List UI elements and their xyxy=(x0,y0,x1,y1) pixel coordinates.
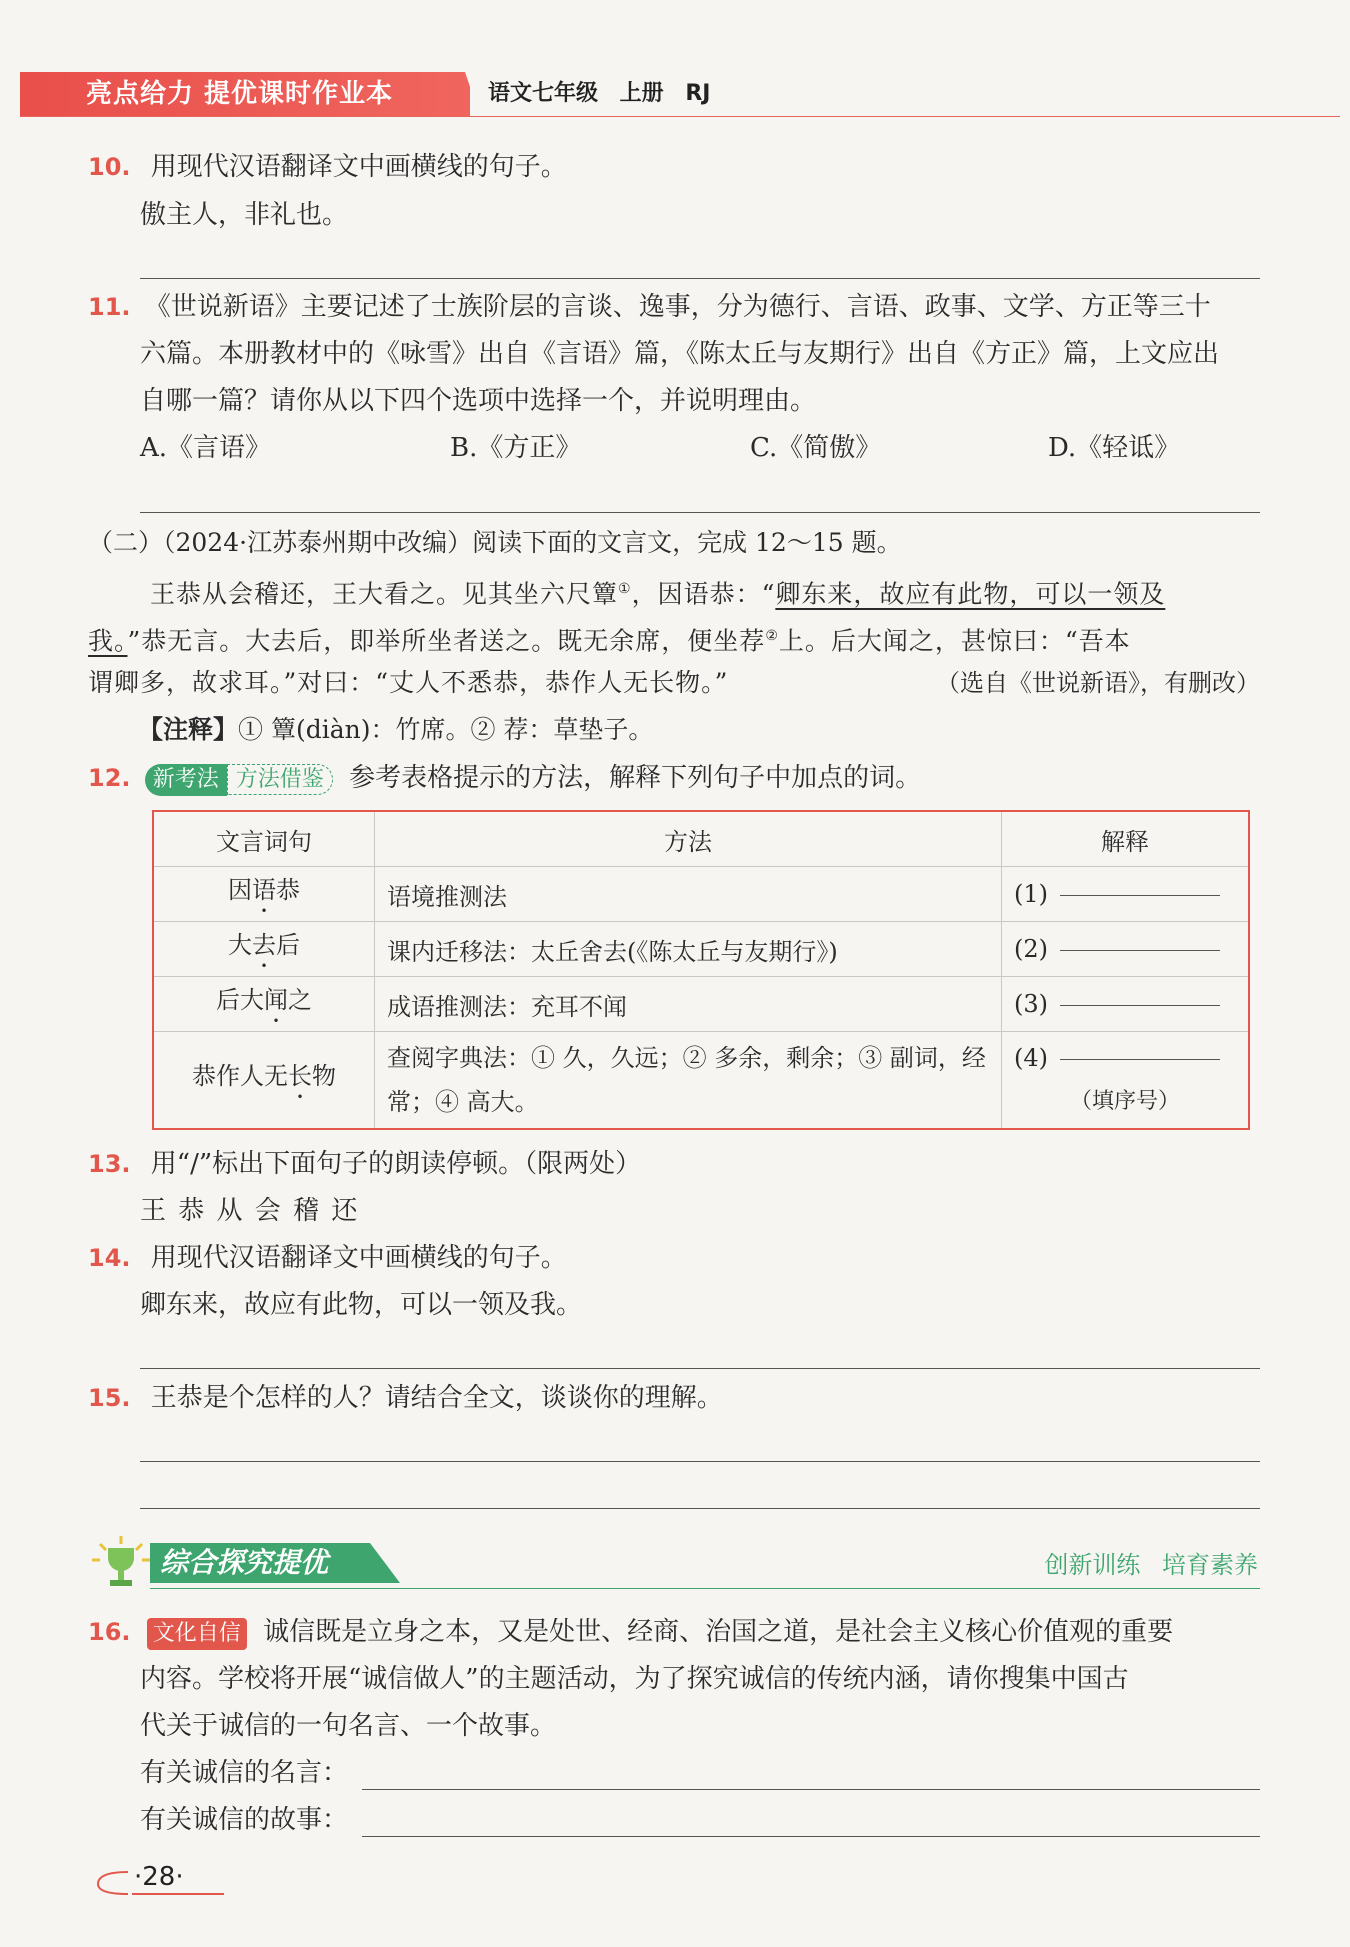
dotted-word: 闻 xyxy=(264,986,288,1014)
option-d: D.《轻诋》 xyxy=(1048,433,1181,463)
phrase-text: 因 xyxy=(228,876,252,904)
question-number: 11. xyxy=(88,293,131,321)
blank-label: (1) xyxy=(1014,880,1048,908)
q12 xyxy=(88,755,921,801)
q14 xyxy=(88,1235,567,1281)
passage-source: （选自《世说新语》，有删改） xyxy=(936,669,1260,697)
question-line: 自哪一篇？请你从以下四个选项中选择一个，并说明理由。 xyxy=(140,386,817,416)
passage-text: 王恭从会稽还，王大看之。见其坐六尺簟 xyxy=(150,579,619,609)
question-prompt: 王恭是个怎样的人？请结合全文，谈谈你的理解。 xyxy=(150,1383,723,1413)
phrase-text: 后大 xyxy=(216,986,264,1014)
option-c: C.《简傲》 xyxy=(750,433,882,463)
question-number: 14. xyxy=(88,1244,131,1272)
q14-sentence: 卿东来，故应有此物，可以一领及我。 xyxy=(140,1290,583,1320)
answer-line[interactable] xyxy=(362,1789,1260,1790)
page-curve-icon xyxy=(94,1868,130,1896)
passage-note xyxy=(138,707,653,753)
answer-blank[interactable] xyxy=(1060,1005,1220,1006)
answer-line[interactable] xyxy=(140,512,1260,513)
header-title: 亮点给力 提优课时作业本 xyxy=(86,79,394,109)
phrase-cell xyxy=(153,1032,375,1130)
answer-blank[interactable] xyxy=(1060,1059,1220,1060)
method-cell: 查阅字典法：① 久，久远；② 多余，剩余；③ 副词，经常；④ 高大。 xyxy=(375,1032,1002,1130)
tag-method-reference: 方法借鉴 xyxy=(227,764,333,795)
table-row xyxy=(153,922,1249,977)
section-motto: 创新训练 培育素养 xyxy=(1044,1551,1258,1579)
q11 xyxy=(88,284,1211,330)
answer-blank[interactable] xyxy=(1060,895,1220,896)
passage-text: ，因语恭：“ xyxy=(631,579,776,609)
underlined-sentence: 卿东来，故应有此物，可以一领及 xyxy=(775,579,1166,609)
question-line: 《世说新语》主要记述了士族阶层的言谈、逸事，分为德行、言语、政事、文学、方正等三十 xyxy=(144,292,1211,322)
table-header-row xyxy=(153,811,1249,867)
phrase-text: 大 xyxy=(228,931,252,959)
answer-cell[interactable] xyxy=(1002,977,1250,1032)
question-prompt: 用现代汉语翻译文中画横线的句子。 xyxy=(150,1243,567,1273)
phrase-cell xyxy=(153,977,375,1032)
question-number: 13. xyxy=(88,1150,131,1178)
answer-line[interactable] xyxy=(362,1836,1260,1837)
phrase-text: 后 xyxy=(276,931,300,959)
table-header: 解释 xyxy=(1002,811,1250,867)
phrase-text: 恭 xyxy=(276,876,300,904)
answer-blank[interactable] xyxy=(1060,950,1220,951)
table-row xyxy=(153,977,1249,1032)
footnote-mark: ① xyxy=(618,581,632,597)
passage-text: 上。后大闻之，甚惊曰：“吾本 xyxy=(778,626,1131,656)
question-line: 内容。学校将开展“诚信做人”的主题活动，为了探究诚信的传统内涵，请你搜集中国古 xyxy=(140,1664,1129,1694)
question-line: 代关于诚信的一句名言、一个故事。 xyxy=(140,1711,557,1741)
dotted-word: 语 xyxy=(252,876,276,904)
q10-sentence: 傲主人，非礼也。 xyxy=(140,200,349,230)
quote-label: 有关诚信的名言： xyxy=(140,1758,349,1788)
question-line: 诚信既是立身之本，又是处世、经商、治国之道，是社会主义核心价值观的重要 xyxy=(263,1617,1174,1647)
answer-line[interactable] xyxy=(140,1508,1260,1509)
method-cell: 成语推测法：充耳不闻 xyxy=(375,977,1002,1032)
passage-line-1 xyxy=(150,566,1165,617)
note-label: 【注释】 xyxy=(138,715,239,744)
phrase-text: 物 xyxy=(312,1062,336,1090)
blank-label: (3) xyxy=(1014,990,1048,1018)
section-intro: （二）（2024·江苏泰州期中改编）阅读下面的文言文，完成 12～15 题。 xyxy=(88,528,902,557)
q13-sentence: 王 恭 从 会 稽 还 xyxy=(140,1196,360,1226)
table-header: 文言词句 xyxy=(153,811,375,867)
question-number: 15. xyxy=(88,1384,131,1412)
answer-line[interactable] xyxy=(140,278,1260,279)
section-rule xyxy=(150,1588,1260,1589)
trophy-icon xyxy=(86,1532,156,1592)
method-table xyxy=(152,810,1250,1130)
phrase-cell xyxy=(153,867,375,922)
answer-cell[interactable] xyxy=(1002,867,1250,922)
answer-line[interactable] xyxy=(140,1461,1260,1462)
underlined-sentence: 我。 xyxy=(88,626,128,656)
question-number: 12. xyxy=(88,764,131,792)
story-label: 有关诚信的故事： xyxy=(140,1805,349,1835)
blank-label: (4) xyxy=(1014,1044,1048,1072)
method-cell: 课内迁移法：太丘舍去(《陈太丘与友期行》) xyxy=(375,922,1002,977)
footnote-mark: ② xyxy=(765,628,779,644)
answer-cell[interactable] xyxy=(1002,922,1250,977)
table-row xyxy=(153,1032,1249,1130)
phrase-cell xyxy=(153,922,375,977)
answer-cell[interactable] xyxy=(1002,1032,1250,1130)
dotted-word: 去 xyxy=(252,931,276,959)
tag-new-method: 新考法 xyxy=(145,764,227,796)
question-line: 六篇。本册教材中的《咏雪》出自《言语》篇，《陈太丘与友期行》出自《方正》篇，上文应出 xyxy=(140,339,1220,369)
q13 xyxy=(88,1141,641,1187)
passage-text: ”恭无言。大去后，即举所坐者送之。既无余席，便坐荐 xyxy=(127,626,766,656)
table-header: 方法 xyxy=(375,811,1002,867)
method-cell: 语境推测法 xyxy=(375,867,1002,922)
option-a: A.《言语》 xyxy=(140,433,272,463)
tag-cultural-confidence: 文化自信 xyxy=(147,1618,247,1650)
section-title: 综合探究提优 xyxy=(160,1546,329,1579)
question-prompt: 用“/”标出下面句子的朗读停顿。（限两处） xyxy=(150,1149,642,1179)
phrase-text: 之 xyxy=(288,986,312,1014)
option-b: B.《方正》 xyxy=(450,433,582,463)
question-number: 10. xyxy=(88,153,131,181)
header-subject: 语文七年级 上册 RJ xyxy=(488,81,711,106)
q16 xyxy=(88,1609,1173,1655)
fill-hint: （填序号） xyxy=(1069,1089,1180,1114)
page-number: ·28· xyxy=(134,1862,184,1892)
answer-line[interactable] xyxy=(140,1368,1260,1369)
q10 xyxy=(88,144,567,190)
dotted-word: 长 xyxy=(288,1062,312,1090)
header-rule xyxy=(20,116,1340,117)
phrase-text: 恭作人无 xyxy=(192,1062,288,1090)
note-text: ① 簟(diàn)：竹席。② 荐：草垫子。 xyxy=(238,715,654,744)
passage-line-2 xyxy=(88,613,1131,664)
blank-label: (2) xyxy=(1014,935,1048,963)
question-number: 16. xyxy=(88,1618,131,1646)
q15 xyxy=(88,1375,723,1421)
question-prompt: 参考表格提示的方法，解释下列句子中加点的词。 xyxy=(349,763,922,793)
question-prompt: 用现代汉语翻译文中画横线的句子。 xyxy=(150,152,567,182)
passage-line-3: 谓卿多，故求耳。”对曰：“丈人不悉恭，恭作人无长物。” xyxy=(88,668,729,697)
table-row xyxy=(153,867,1249,922)
